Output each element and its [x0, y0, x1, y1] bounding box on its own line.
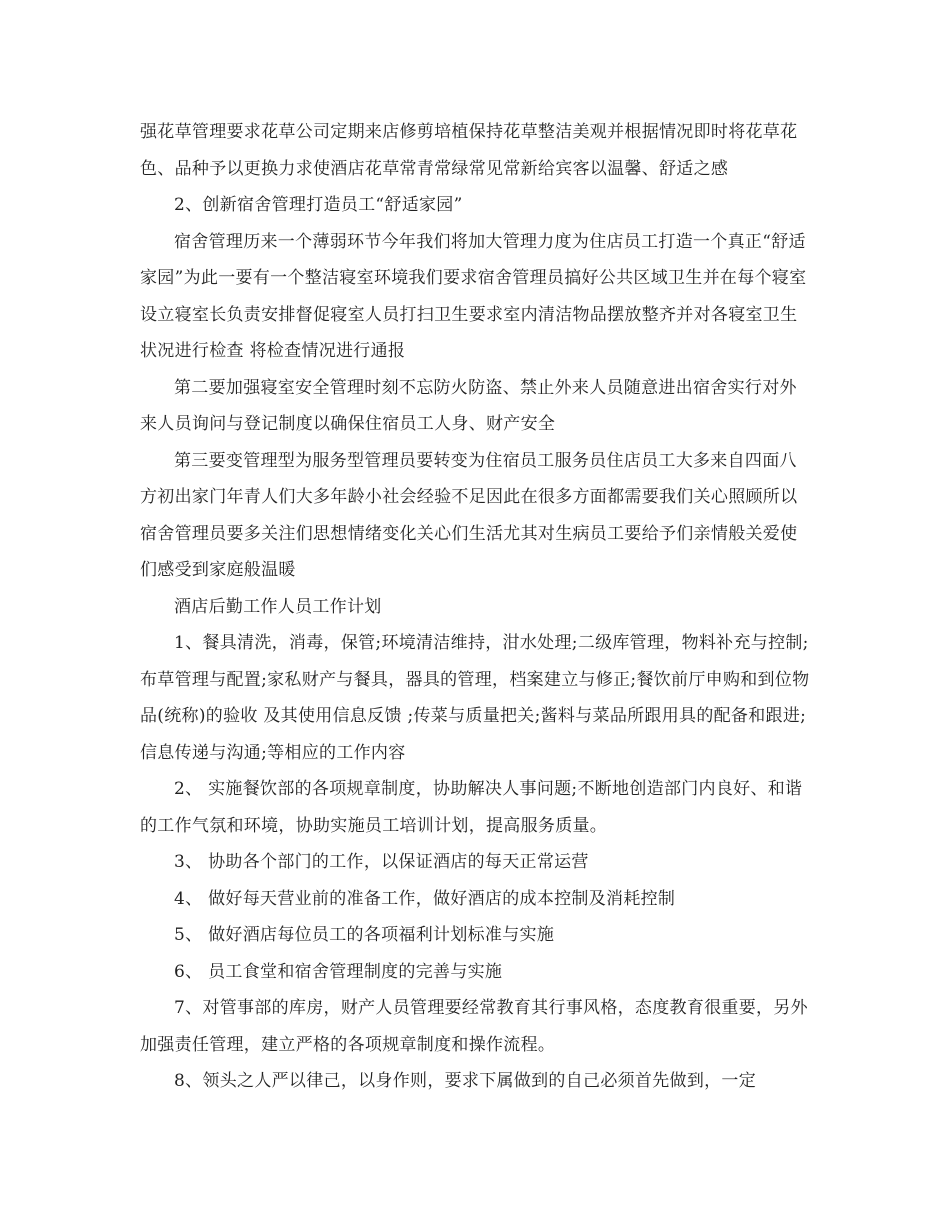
paragraph-flower-management: 强花草管理要求花草公司定期来店修剪培植保持花草整洁美观并根据情况即时将花草花色、品种予以更换力求使酒店花草常青常绿常见常新给宾客以温馨、舒适之感	[140, 122, 798, 179]
paragraph-item-1: 1、餐具清洗，消毒，保管;环境清洁维持，泔水处理;二级库管理，物料补充与控制;布草管理与配置;家私财产与餐具，器具的管理，档案建立与修正;餐饮前厅申购和到位物品(统称)的验收 及其使用信息反馈 ;传菜与质量把关;酱料与菜品所跟用具的配备和跟进;信息传递与沟通;等相应的工作内容	[140, 633, 810, 763]
paragraph-item-3: 3、 协助各个部门的工作，以保证酒店的每天正常运营	[174, 852, 589, 872]
paragraph-item-7: 7、对管事部的库房，财产人员管理要经常教育其行事风格，态度教育很重要，另外加强责任管理，建立严格的各项规章制度和操作流程。	[140, 998, 808, 1055]
paragraph-dorm-safety: 第二要加强寝室安全管理时刻不忘防火防盗、禁止外来人员随意进出宿舍实行对外来人员询问与登记制度以确保住宿员工人身、财产安全	[140, 377, 797, 434]
paragraph-dorm-heading: 2、创新宿舍管理打造员工“舒适家园”	[174, 195, 463, 215]
paragraph-item-8: 8、领头之人严以律己，以身作则，要求下属做到的自己必须首先做到，一定	[174, 1071, 757, 1091]
paragraph-item-2: 2、 实施餐饮部的各项规章制度，协助解决人事问题;不断地创造部门内良好、和谐的工作气氛和环境，协助实施员工培训计划，提高服务质量。	[140, 779, 803, 836]
paragraph-item-6: 6、 员工食堂和宿舍管理制度的完善与实施	[174, 961, 503, 982]
paragraph-dorm-service: 第三要变管理型为服务型管理员要转变为住宿员工服务员住店员工大多来自四面八方初出家门年青人们大多年龄小社会经验不足因此在很多方面都需要我们关心照顾所以宿舍管理员要多关注们思想情绪变化关心们生活尤其对生病员工要给予们亲情般关爱使们感受到家庭般温暖	[140, 450, 798, 580]
paragraph-item-5: 5、 做好酒店每位员工的各项福利计划标准与实施	[174, 925, 555, 945]
paragraph-logistics-title: 酒店后勤工作人员工作计划	[174, 596, 382, 617]
paragraph-dorm-management: 宿舍管理历来一个薄弱环节今年我们将加大管理力度为住店员工打造一个真正“舒适家园”为此一要有一个整洁寝室环境我们要求宿舍管理员搞好公共区域卫生并在每个寝室设立寝室长负责安排督促寝室人员打扫卫生要求室内清洁物品摆放整齐并对各寝室卫生状况进行检查 将检查情况进行通报	[140, 231, 807, 361]
paragraph-item-4: 4、 做好每天营业前的准备工作，做好酒店的成本控制及消耗控制	[174, 888, 676, 909]
document-body	[140, 114, 812, 1100]
